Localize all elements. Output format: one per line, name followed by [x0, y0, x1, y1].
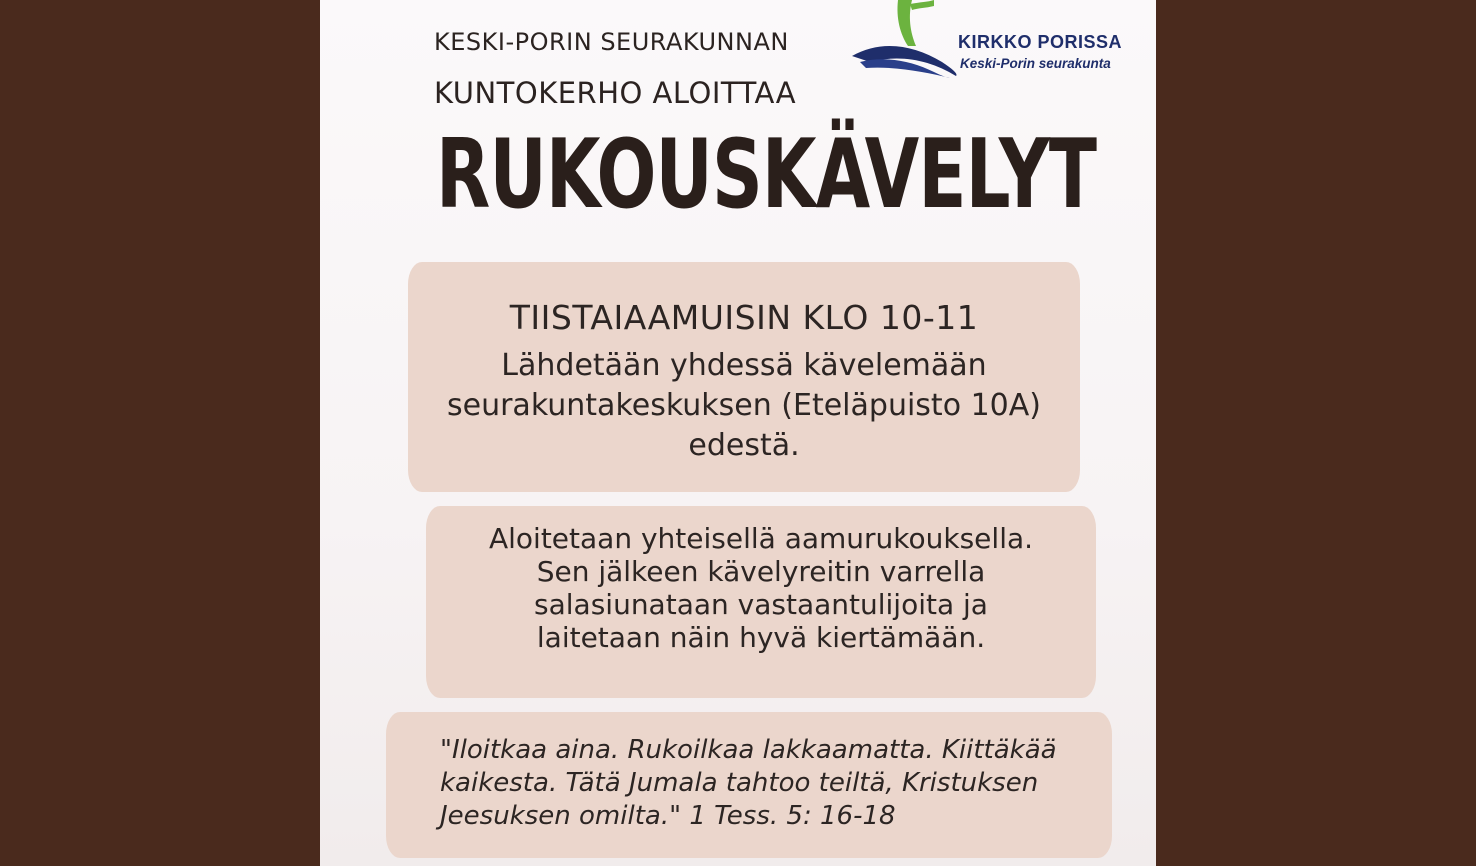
description-box [426, 506, 1096, 698]
schedule-line: edestä. [688, 428, 800, 463]
schedule-line: Lähdetään yhdessä kävelemään [501, 348, 987, 383]
description-line: Sen jälkeen kävelyreitin varrella [536, 555, 986, 588]
bible-quote-box [386, 712, 1112, 858]
schedule-box [408, 262, 1080, 492]
header-line-2: KUNTOKERHO ALOITTAA [434, 76, 797, 110]
logo-subtitle: Keski-Porin seurakunta [960, 56, 1111, 71]
poster-title: RUKOUSKÄVELYT [436, 120, 1097, 231]
description-text [426, 522, 1096, 654]
description-line: laitetaan näin hyvä kiertämään. [536, 621, 986, 654]
quote-line: Jeesuksen omilta." 1 Tess. 5: 16-18 [440, 801, 896, 831]
description-line: Aloitetaan yhteisellä aamurukouksella. [488, 522, 1034, 555]
schedule-text [408, 346, 1080, 466]
schedule-line: seurakuntakeskuksen (Eteläpuisto 10A) [447, 388, 1041, 423]
header-line-1: KESKI-PORIN SEURAKUNNAN [434, 28, 789, 56]
logo-title: KIRKKO PORISSA [958, 32, 1123, 52]
quote-line: "Iloitkaa aina. Rukoilkaa lakkaamatta. Kiittäkää [440, 735, 1057, 765]
church-logo [850, 0, 1150, 90]
description-line: salasiunataan vastaantulijoita ja [534, 588, 988, 621]
quote-line: kaikesta. Tätä Jumala tahtoo teiltä, Kristuksen [440, 768, 1039, 798]
bible-quote [440, 734, 1092, 833]
poster [320, 0, 1156, 866]
schedule-heading: TIISTAIAAMUISIN KLO 10-11 [509, 298, 979, 337]
sprout-wave-icon [850, 0, 960, 90]
